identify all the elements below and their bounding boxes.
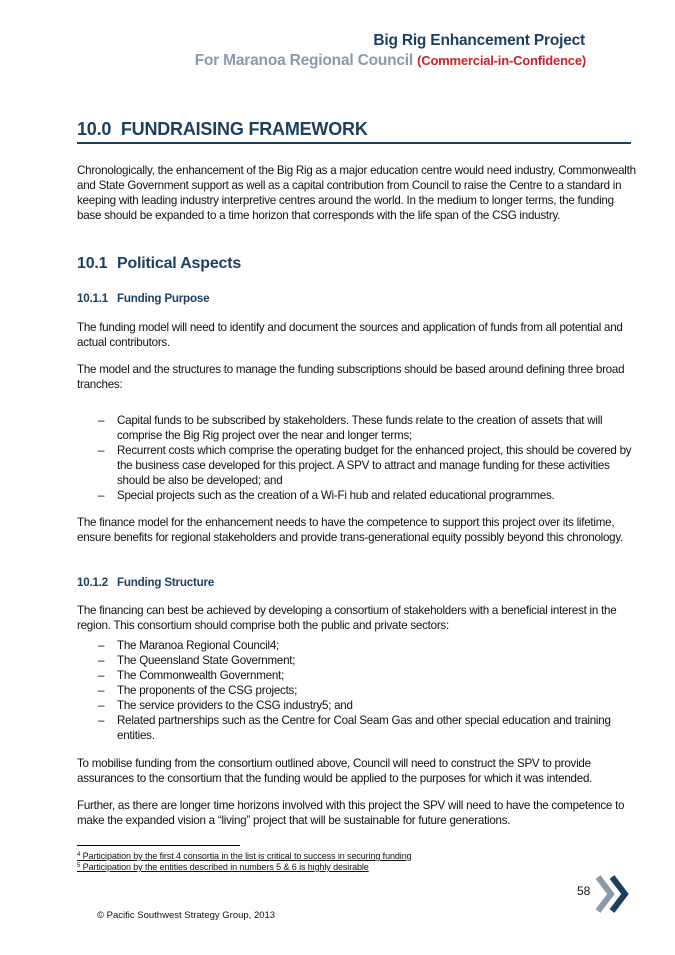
subsection-title: Political Aspects [117,255,242,272]
list-item: – The service providers to the CSG industry5; and [77,698,637,713]
heading-number: 10.1.2 [77,576,109,589]
funding-purpose-para-2: The model and the structures to manage the funding subscriptions should be based around defining three broad tranches: [77,363,625,391]
funding-purpose-para-3: The finance model for the enhancement needs to have the competence to support this project over its lifetime, ensure benefits for regional stakeholders and provide trans-generational equity possibly beyond this chronology. [77,516,624,544]
funding-purpose-para-1: The funding model will need to identify and document the sources and application of funds from all potential and actual contributors. [77,321,623,349]
funding-structure-para-3: Further, as there are longer time horizons involved with this project the SPV will need to have the competence to make the expanded vision a “living” project that will be sustainable for future generations. [77,799,625,827]
list-item: – Special projects such as the creation of a Wi-Fi hub and related educational programmes. [77,488,637,503]
funding-structure-para-2: To mobilise funding from the consortium outlined above, Council will need to construct the SPV to provide assurances to the consortium that the funding would be applied to the purposes for which it was intended. [77,757,593,785]
funding-purpose-heading [77,292,209,305]
client-line [195,52,586,70]
heading-title: Funding Purpose [117,292,210,305]
funding-structure-heading [77,576,214,589]
section-intro: Chronologically, the enhancement of the Big Rig as a major education centre would need industry, Commonwealth and State Government support as well as a capital contribution from Council to raise the Centre to a standard in keeping with leading industry interpretive centres around the world. In the medium to longer terms, the funding base should be expanded to a time horizon that corresponds with the life span of the CSG industry. [77,164,636,222]
section-title: FUNDRAISING FRAMEWORK [120,119,368,139]
tranche-list [77,413,637,503]
footnote-text: Participation by the first 4 consortia in the list is critical to success in securing funding [80,851,412,861]
project-title: Big Rig Enhancement Project [373,32,585,49]
subsection-heading [77,255,241,273]
confidentiality-label: (Commercial-in-Confidence) [417,53,586,68]
double-chevron-right-icon [594,873,634,915]
list-item: – The proponents of the CSG projects; [77,683,637,698]
section-number: 10.0 [77,119,112,139]
heading-number: 10.1.1 [77,292,109,305]
heading-title: Funding Structure [117,576,215,589]
footnote-separator [77,845,240,846]
list-item: – Related partnerships such as the Centre for Coal Seam Gas and other special education and training entities. [77,713,637,743]
subsection-number: 10.1 [77,255,108,272]
list-item: – The Commonwealth Government; [77,668,637,683]
list-item: – The Queensland State Government; [77,653,637,668]
footnote-mark: 4 [77,852,81,858]
list-item: – Capital funds to be subscribed by stakeholders. These funds relate to the creation of assets that will comprise the Big Rig project over the near and longer terms; [77,413,637,443]
copyright: © Pacific Southwest Strategy Group, 2013 [97,910,276,921]
chevron-light [598,877,611,911]
funding-structure-para-1: The financing can best be achieved by developing a consortium of stakeholders with a beneficial interest in the region. This consortium should comprise both the public and private sectors: [77,604,617,632]
footnote-4 [77,851,412,861]
footnote-text: Participation by the entities described in numbers 5 & 6 is highly desirable [80,862,369,872]
page-number: 58 [577,884,591,898]
client-name: For Maranoa Regional Council [194,52,418,69]
section-heading [77,119,631,144]
list-item: – The Maranoa Regional Council4; [77,638,637,653]
list-item: – Recurrent costs which comprise the operating budget for the enhanced project, this should be covered by the business case developed for this project. A SPV to attract and manage funding for these activities should be also be developed; and [77,443,637,488]
footnote-mark: 5 [77,863,81,869]
footnote-5 [77,862,369,872]
consortium-list [77,638,637,743]
